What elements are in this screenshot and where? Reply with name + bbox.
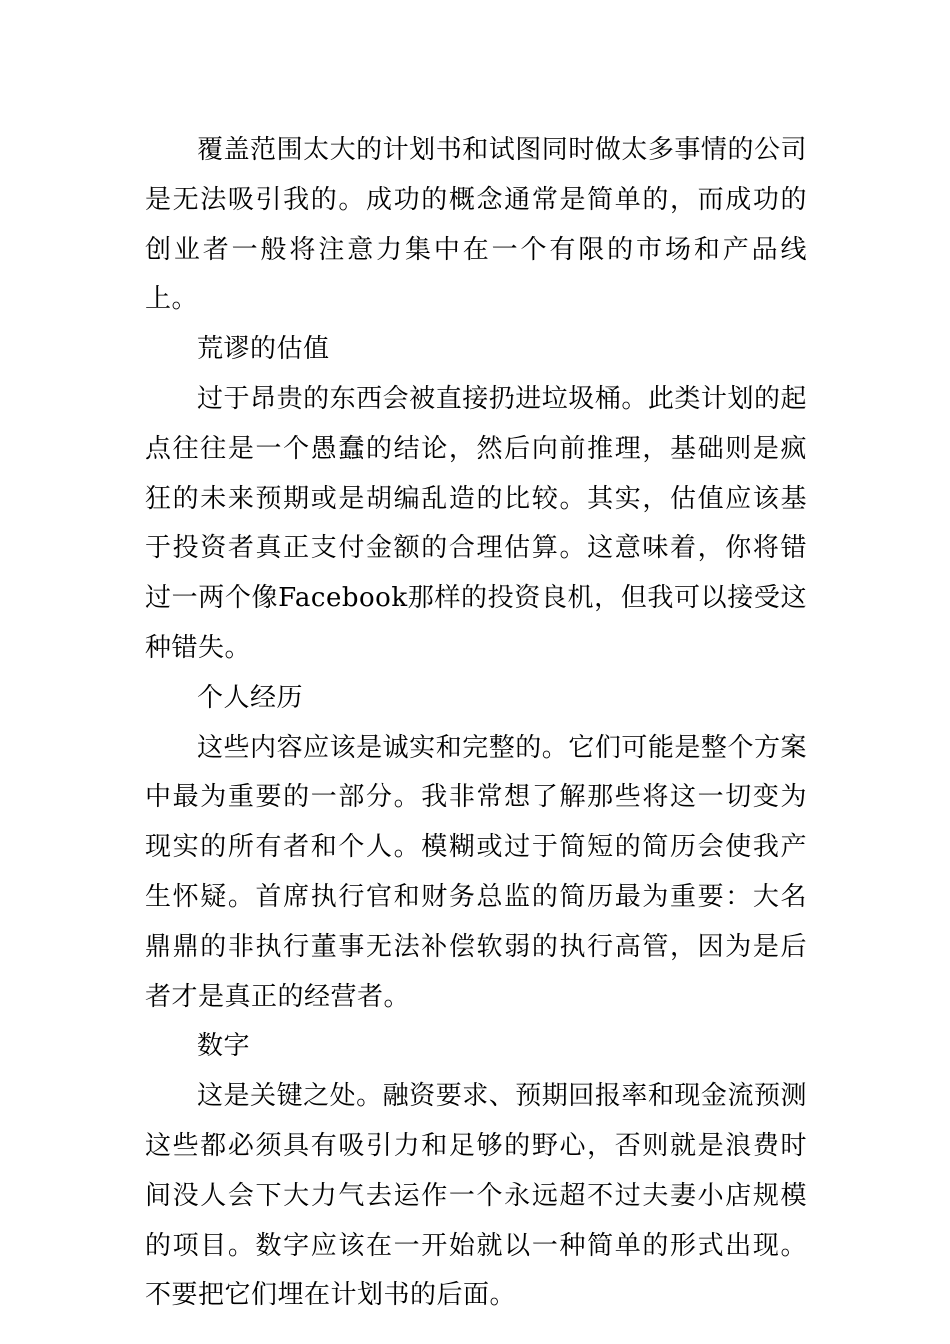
paragraph-personal-history: 这些内容应该是诚实和完整的。它们可能是整个方案中最为重要的一部分。我非常想了解那些将这一切变为现实的所有者和个人。模糊或过于简短的简历会使我产生怀疑。首席执行官和财务总监的简历最为重要：大名鼎鼎的非执行董事无法补偿软弱的执行高管，因为是后者才是真正的经营者。 <box>145 732 807 1012</box>
heading-numbers: 数字 <box>197 1031 251 1062</box>
heading-absurd-valuation: 荒谬的估值 <box>197 334 330 365</box>
paragraph-numbers: 这是关键之处。融资要求、预期回报率和现金流预测这些都必须具有吸引力和足够的野心，否则就是浪费时间没人会下大力气去运作一个永远超不过夫妻小店规模的项目。数字应该在一开始就以一种简单的形式出现。不要把它们埋在计划书的后面。 <box>145 1081 807 1311</box>
paragraph-valuation: 过于昂贵的东西会被直接扔进垃圾桶。此类计划的起点往往是一个愚蠢的结论，然后向前推理，基础则是疯狂的未来预期或是胡编乱造的比较。其实，估值应该基于投资者真正支付金额的合理估算。这意味着，你将错过一两个像Facebook那样的投资良机，但我可以接受这种错失。 <box>145 383 807 663</box>
heading-personal-history: 个人经历 <box>197 682 304 713</box>
paragraph-business-plan-scope: 覆盖范围太大的计划书和试图同时做太多事情的公司是无法吸引我的。成功的概念通常是简单的，而成功的创业者一般将注意力集中在一个有限的市场和产品线上。 <box>145 135 807 315</box>
document-body <box>145 126 807 1321</box>
